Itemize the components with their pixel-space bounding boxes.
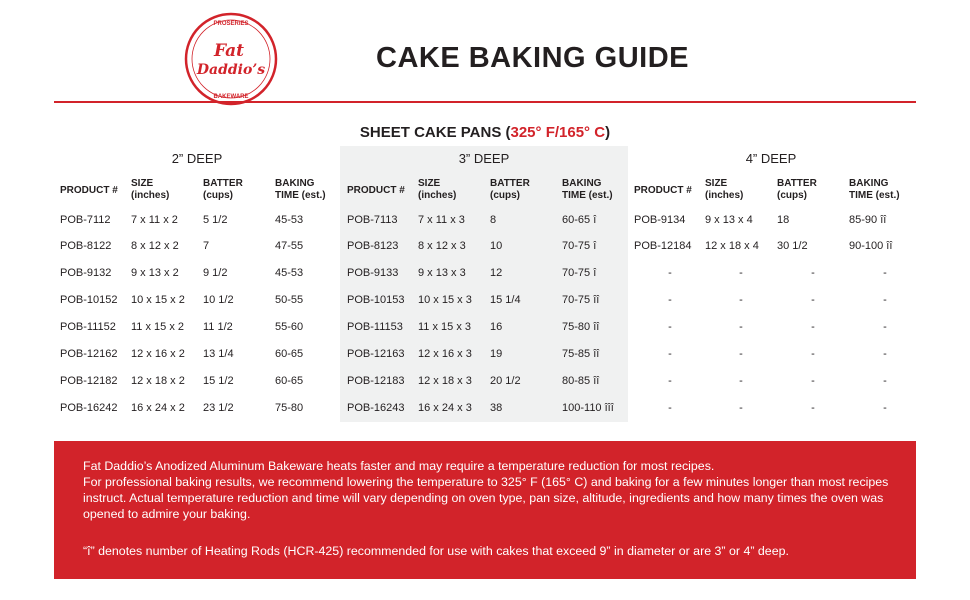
header-size-line1: SIZE [131, 178, 154, 189]
table-cell-size: 16 x 24 x 3 [418, 402, 472, 414]
table-cell-product: POB-8122 [60, 240, 112, 252]
table-cell-product: POB-12162 [60, 348, 118, 360]
header-batter [777, 178, 817, 202]
table-cell-product: POB-9134 [634, 214, 686, 226]
table-cell-size: 9 x 13 x 4 [705, 214, 753, 226]
table-cell-size: 7 x 11 x 2 [131, 214, 178, 226]
logo-name-line1: Fat [213, 41, 245, 61]
table-cell-size: 12 x 16 x 3 [418, 348, 472, 360]
table-cell-batter: 8 [490, 214, 497, 226]
table-cell-size: - [739, 294, 743, 306]
header-product: PRODUCT # [634, 185, 692, 196]
table-cell-size: 12 x 18 x 2 [131, 375, 185, 387]
table-cell-product: POB-11153 [347, 321, 403, 333]
table-cell-time: 75-85 îî [562, 348, 600, 360]
table-cell-batter: 5 1/2 [203, 214, 228, 226]
header-batter [203, 178, 243, 202]
header-batter-line1: BATTER [490, 178, 530, 189]
table-cell-batter: 15 1/4 [490, 294, 521, 306]
table-cell-time: 50-55 [275, 294, 304, 306]
table-cell-size: 16 x 24 x 2 [131, 402, 185, 414]
title-divider [54, 101, 916, 103]
table-cell-batter: - [811, 402, 815, 414]
notice-line-1: Fat Daddio’s Anodized Aluminum Bakeware heats faster and may require a temperature reduction for most recipes. [83, 459, 715, 473]
table-cell-batter: 10 1/2 [203, 294, 234, 306]
header-batter-line2: (cups) [777, 190, 807, 201]
table-cell-size: 11 x 15 x 3 [418, 321, 471, 333]
table-cell-size: 7 x 11 x 3 [418, 214, 465, 226]
notice-box [54, 441, 916, 579]
notice-line-2: For professional baking results, we recommend lowering the temperature to 325° F (165° C) and baking for a few minutes longer than most recipes instruct. Actual temperature reduction and time will vary depending on oven type, pan size, altitude, ingredients and how many times the oven was opened to admire your baking. [83, 475, 889, 521]
table-cell-batter: 23 1/2 [203, 402, 234, 414]
page-title: CAKE BAKING GUIDE [376, 42, 690, 74]
table-cell-batter: 12 [490, 267, 503, 279]
group-label: 2” DEEP [171, 151, 223, 166]
table-cell-batter: 18 [777, 214, 790, 226]
table-cell-size: 9 x 13 x 2 [131, 267, 179, 279]
table-cell-time: - [883, 375, 887, 387]
table-cell-time: 75-80 îî [562, 321, 600, 333]
table-cell-time: 75-80 [275, 402, 304, 414]
table-cell-size: 12 x 18 x 4 [705, 240, 759, 252]
group-label: 4” DEEP [745, 151, 797, 166]
table-cell-product: POB-7112 [60, 214, 111, 226]
table-cell-time: - [883, 321, 887, 333]
table-cell-size: 12 x 16 x 2 [131, 348, 185, 360]
table-cell-product: - [668, 321, 672, 333]
header-batter-line2: (cups) [203, 190, 233, 201]
header-size-line2: (inches) [131, 190, 170, 201]
header-size-line2: (inches) [705, 190, 744, 201]
table-cell-size: 11 x 15 x 2 [131, 321, 184, 333]
table-cell-size: 8 x 12 x 2 [131, 240, 179, 252]
table-cell-time: - [883, 402, 887, 414]
table-cell-product: POB-11152 [60, 321, 116, 333]
table-cell-time: 55-60 [275, 321, 304, 333]
table-cell-product: POB-12184 [634, 240, 692, 252]
notice-footnote: “î” denotes number of Heating Rods (HCR-425) recommended for use with cakes that exceed 9” in diameter or are 3” or 4” deep. [83, 544, 789, 558]
table-cell-batter: - [811, 348, 815, 360]
table-cell-time: 80-85 îî [562, 375, 600, 387]
logo-bottom-text: BAKEWARE [213, 94, 249, 100]
table-cell-batter: 15 1/2 [203, 375, 234, 387]
table-cell-size: 9 x 13 x 3 [418, 267, 466, 279]
table-cell-batter: 19 [490, 348, 503, 360]
table-cell-time: 45-53 [275, 214, 304, 226]
table-cell-size: - [739, 321, 743, 333]
table-cell-batter: - [811, 267, 815, 279]
table-cell-batter: - [811, 375, 815, 387]
table-cell-time: 70-75 îî [562, 294, 600, 306]
table-cell-product: - [668, 402, 672, 414]
table-cell-product: - [668, 375, 672, 387]
table-subtitle [0, 124, 970, 141]
header-baking-time-line1: BAKING [275, 178, 315, 189]
table-cell-time: 70-75 î [562, 267, 597, 279]
table-cell-product: POB-16243 [347, 402, 405, 414]
table-cell-size: 10 x 15 x 3 [418, 294, 472, 306]
header-size-line1: SIZE [705, 178, 728, 189]
header-baking-time-line1: BAKING [849, 178, 889, 189]
table-cell-time: 60-65 [275, 375, 304, 387]
table-cell-product: POB-9132 [60, 267, 112, 279]
notice-text [83, 458, 903, 522]
table-cell-product: POB-8123 [347, 240, 399, 252]
table-cell-batter: 16 [490, 321, 503, 333]
header-size [418, 178, 456, 202]
header-baking-time-line2: TIME (est.) [562, 190, 613, 201]
table-cell-size: - [739, 267, 743, 279]
table-cell-product: - [668, 267, 672, 279]
logo-top-text: PROSERIES [213, 21, 249, 27]
table-cell-size: 12 x 18 x 3 [418, 375, 472, 387]
header-size [705, 178, 743, 202]
header-baking-time [562, 178, 613, 202]
table-cell-batter: 13 1/4 [203, 348, 234, 360]
table-cell-product: POB-10153 [347, 294, 405, 306]
table-cell-product: POB-12163 [347, 348, 405, 360]
table-cell-time: 60-65 î [562, 214, 597, 226]
table-cell-time: - [883, 267, 887, 279]
table-cell-time: - [883, 348, 887, 360]
group-label: 3” DEEP [458, 151, 510, 166]
table-cell-size: - [739, 348, 743, 360]
header-baking-time-line1: BAKING [562, 178, 602, 189]
table-cell-product: - [668, 294, 672, 306]
table-cell-time: 100-110 îîî [562, 402, 614, 414]
table-cell-time: 47-55 [275, 240, 304, 252]
table-cell-batter: 20 1/2 [490, 375, 521, 387]
table-cell-time: 45-53 [275, 267, 304, 279]
table-cell-time: 90-100 îî [849, 240, 893, 252]
header-size-line2: (inches) [418, 190, 457, 201]
table-cell-product: POB-7113 [347, 214, 398, 226]
header-batter-line1: BATTER [777, 178, 817, 189]
logo-name-line2: Daddio’s [196, 62, 266, 78]
table-cell-product: POB-10152 [60, 294, 118, 306]
fat-daddios-logo [184, 12, 278, 106]
table-cell-size: - [739, 375, 743, 387]
table-cell-product: POB-16242 [60, 402, 118, 414]
header-baking-time-line2: TIME (est.) [275, 190, 326, 201]
table-cell-batter: 9 1/2 [203, 267, 228, 279]
subtitle-main: SHEET CAKE PANS ( [359, 124, 511, 141]
subtitle-temperature: 325° F/165° C [510, 124, 606, 141]
header-baking-time [849, 178, 900, 202]
table-cell-batter: 10 [490, 240, 503, 252]
table-cell-time: - [883, 294, 887, 306]
table-cell-batter: 38 [490, 402, 503, 414]
table-cell-batter: - [811, 321, 815, 333]
table-cell-product: POB-12183 [347, 375, 405, 387]
table-cell-size: - [739, 402, 743, 414]
table-cell-time: 85-90 îî [849, 214, 887, 226]
subtitle-close: ) [605, 124, 611, 141]
header-size [131, 178, 169, 202]
header-baking-time-line2: TIME (est.) [849, 190, 900, 201]
header-batter-line2: (cups) [490, 190, 520, 201]
table-cell-time: 70-75 î [562, 240, 597, 252]
header-baking-time [275, 178, 326, 202]
header-product: PRODUCT # [347, 185, 405, 196]
header-product: PRODUCT # [60, 185, 118, 196]
table-cell-product: POB-9133 [347, 267, 399, 279]
table-cell-product: - [668, 348, 672, 360]
table-cell-batter: 30 1/2 [777, 240, 808, 252]
table-cell-batter: - [811, 294, 815, 306]
table-cell-time: 60-65 [275, 348, 304, 360]
header-batter-line1: BATTER [203, 178, 243, 189]
table-cell-product: POB-12182 [60, 375, 118, 387]
header-size-line1: SIZE [418, 178, 441, 189]
table-cell-size: 10 x 15 x 2 [131, 294, 185, 306]
table-cell-batter: 7 [203, 240, 210, 252]
table-cell-batter: 11 1/2 [203, 321, 233, 333]
header-batter [490, 178, 530, 202]
table-cell-size: 8 x 12 x 3 [418, 240, 466, 252]
